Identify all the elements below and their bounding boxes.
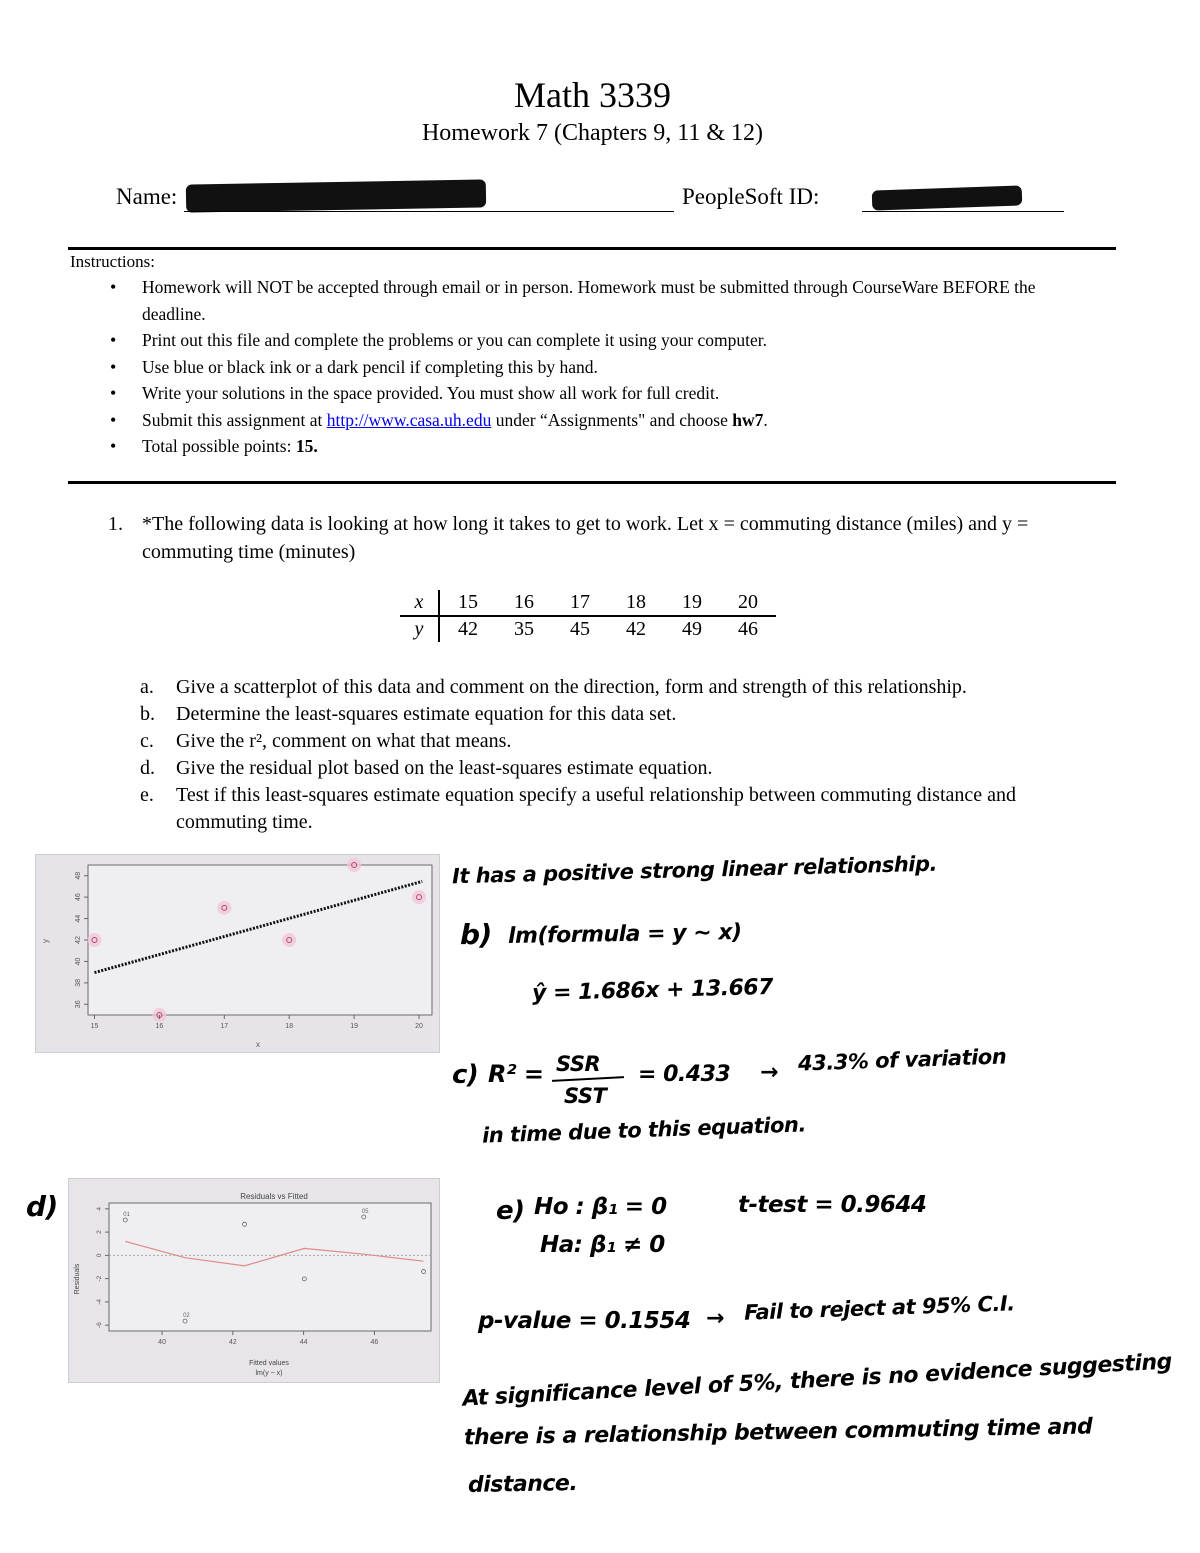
top-rule bbox=[68, 247, 1116, 250]
scatterplot-chart bbox=[36, 855, 439, 1052]
points-value: 15. bbox=[295, 436, 318, 456]
y-tick-label: 2 bbox=[96, 1230, 103, 1234]
x-tick-label: 40 bbox=[158, 1339, 166, 1346]
arrow-icon: → bbox=[706, 1306, 724, 1331]
residual-title: Residuals vs Fitted bbox=[240, 1192, 308, 1201]
id-redaction bbox=[872, 185, 1023, 210]
submit-prefix: Submit this assignment at bbox=[142, 409, 327, 430]
page-title: Math 3339 bbox=[514, 75, 671, 115]
point-highlight bbox=[412, 890, 426, 904]
instruction-item: • Write your solutions in the space provided. You must show all work for full credit. bbox=[106, 380, 1066, 407]
plot-frame bbox=[109, 1203, 431, 1331]
conclusion-line-2: there is a relationship between commuting time and bbox=[463, 1414, 1093, 1451]
name-underline bbox=[184, 211, 674, 212]
conclusion-line-1: At significance level of 5%, there is no evidence suggesting bbox=[461, 1349, 1173, 1412]
submit-hw: hw7 bbox=[732, 409, 764, 430]
instructions-heading: Instructions: bbox=[70, 252, 155, 271]
x-tick-label: 44 bbox=[299, 1339, 308, 1346]
answer-e-ttest: t-test = 0.9644 bbox=[738, 1192, 927, 1218]
mid-rule bbox=[68, 481, 1116, 484]
answer-e-decision: Fail to reject at 95% C.I. bbox=[743, 1291, 1016, 1325]
answer-e-label: e) bbox=[496, 1196, 525, 1226]
id-label: PeopleSoft ID: bbox=[682, 184, 820, 209]
table-cell: 42 bbox=[458, 618, 478, 640]
part-label: c. bbox=[140, 730, 154, 752]
part-label: d. bbox=[140, 757, 155, 779]
part-item bbox=[140, 728, 1110, 755]
table-y-label: y bbox=[400, 616, 439, 642]
answer-c-denominator: SST bbox=[564, 1084, 607, 1108]
instruction-item-submit bbox=[106, 407, 1066, 434]
answer-e-pvalue: p-value = 0.1554 bbox=[478, 1308, 691, 1334]
table-cell: 46 bbox=[738, 618, 758, 640]
y-tick-label: 44 bbox=[75, 914, 82, 923]
table-cell: 45 bbox=[570, 618, 590, 640]
y-tick-label: -2 bbox=[96, 1275, 103, 1282]
y-tick-label: 0 bbox=[96, 1253, 103, 1258]
table-x-label: x bbox=[400, 590, 439, 616]
answer-b-equation: ŷ = 1.686x + 13.667 bbox=[531, 974, 774, 1007]
instruction-item: • Print out this file and complete the problems or you can complete it using your computer. bbox=[106, 327, 1066, 354]
part-label: b. bbox=[140, 703, 155, 725]
answer-d-label: d) bbox=[26, 1190, 58, 1223]
x-tick-label: 17 bbox=[220, 1023, 229, 1030]
x-tick-label: 18 bbox=[285, 1023, 294, 1030]
answer-c-tail: 43.3% of variation bbox=[797, 1044, 1007, 1076]
answer-c-r2: R² = bbox=[488, 1060, 544, 1088]
y-tick-label: 40 bbox=[75, 957, 82, 966]
name-redaction bbox=[186, 179, 486, 212]
x-tick-label: 20 bbox=[415, 1023, 423, 1030]
point-highlight bbox=[347, 858, 361, 872]
table-cell: 15 bbox=[439, 590, 496, 616]
x-tick-label: 19 bbox=[350, 1023, 359, 1030]
instructions-list bbox=[106, 274, 1066, 460]
y-tick-label: 48 bbox=[75, 871, 82, 880]
id-underline bbox=[862, 211, 1064, 212]
name-label: Name: bbox=[116, 184, 178, 209]
answer-c-label: c) bbox=[452, 1060, 479, 1090]
instruction-item-points bbox=[106, 433, 1066, 460]
y-tick-label: 4 bbox=[96, 1207, 103, 1211]
plot-frame bbox=[88, 865, 432, 1015]
table-cell: 49 bbox=[682, 618, 702, 640]
submit-suffix: . bbox=[763, 409, 768, 430]
submit-middle: under “Assignments" and choose bbox=[491, 409, 733, 430]
y-tick-label: 42 bbox=[75, 936, 82, 944]
points-prefix: Total possible points: bbox=[142, 436, 296, 456]
answer-e-ha: Ha: β₁ ≠ 0 bbox=[540, 1232, 665, 1258]
point-label: 01 bbox=[123, 1211, 130, 1218]
part-item bbox=[140, 701, 1110, 728]
question-text: *The following data is looking at how long it takes to get to work. Let x = commuting distance (miles) and y = commuting time (minutes) bbox=[142, 513, 1029, 563]
x-tick-label: 15 bbox=[90, 1023, 99, 1030]
part-text: Determine the least-squares estimate equation for this data set. bbox=[176, 703, 677, 725]
part-text: Give the r², comment on what that means. bbox=[176, 730, 512, 752]
answer-c-line2: in time due to this equation. bbox=[481, 1112, 807, 1148]
answer-b-code: lm(formula = y ~ x) bbox=[507, 919, 742, 950]
part-label: a. bbox=[140, 676, 154, 698]
answer-a: It has a positive strong linear relationship. bbox=[451, 851, 938, 889]
page-subtitle: Homework 7 (Chapters 9, 11 & 12) bbox=[421, 120, 764, 146]
part-text: Give a scatterplot of this data and comment on the direction, form and strength of this relationship. bbox=[176, 676, 967, 698]
table-cell: 18 bbox=[608, 590, 664, 616]
arrow-icon: → bbox=[760, 1060, 778, 1085]
answer-c-value: = 0.433 bbox=[638, 1062, 731, 1087]
scatterplot-photo bbox=[35, 854, 440, 1053]
x-axis-sublabel: lm(y ~ x) bbox=[255, 1370, 283, 1377]
point-highlight bbox=[217, 901, 231, 915]
answer-e-h0: Ho : β₁ = 0 bbox=[534, 1194, 667, 1220]
y-tick-label: 46 bbox=[75, 893, 82, 902]
x-axis-label: Fitted values bbox=[249, 1360, 289, 1367]
part-text: Test if this least-squares estimate equation specify a useful relationship between commuting distance and commuting time. bbox=[176, 784, 1017, 833]
part-item bbox=[140, 755, 1110, 782]
point-highlight bbox=[282, 933, 296, 947]
table-cell: 19 bbox=[664, 590, 720, 616]
question-number: 1. bbox=[108, 513, 123, 535]
casa-link[interactable]: http://www.casa.uh.edu bbox=[326, 409, 492, 430]
part-item bbox=[140, 674, 1110, 701]
answer-c-numerator: SSR bbox=[556, 1052, 601, 1076]
part-label: e. bbox=[140, 784, 154, 806]
y-tick-label: -6 bbox=[96, 1322, 103, 1329]
fraction-bar bbox=[552, 1076, 624, 1082]
x-tick-label: 42 bbox=[228, 1339, 237, 1346]
table-cell: 20 bbox=[720, 590, 776, 616]
point-label: 05 bbox=[361, 1208, 369, 1215]
x-tick-label: 16 bbox=[155, 1023, 164, 1030]
x-tick-label: 46 bbox=[370, 1339, 379, 1346]
x-axis-label: x bbox=[256, 1040, 260, 1049]
table-cell: 17 bbox=[552, 590, 608, 616]
y-axis-label: Residuals bbox=[74, 1263, 81, 1295]
y-tick-label: 36 bbox=[75, 1000, 82, 1009]
question-parts bbox=[140, 674, 1110, 836]
part-item bbox=[140, 782, 1110, 836]
y-tick-label: -4 bbox=[96, 1299, 103, 1305]
point-highlight bbox=[87, 933, 101, 947]
y-axis-label: y bbox=[41, 939, 50, 943]
part-text: Give the residual plot based on the least-squares estimate equation. bbox=[176, 757, 713, 779]
table-cell: 16 bbox=[496, 590, 552, 616]
instruction-item: • Use blue or black ink or a dark pencil if completing this by hand. bbox=[106, 354, 1066, 381]
table-cell: 42 bbox=[626, 618, 646, 640]
conclusion-line-3: distance. bbox=[467, 1471, 578, 1498]
point-label: 02 bbox=[183, 1313, 190, 1320]
answer-b-label: b) bbox=[460, 918, 492, 951]
residual-chart bbox=[69, 1179, 439, 1382]
instruction-item: • Homework will NOT be accepted through email or in person. Homework must be submitted through CourseWare BEFORE the deadline. bbox=[106, 274, 1066, 327]
data-table bbox=[400, 590, 776, 642]
residual-plot-photo bbox=[68, 1178, 440, 1383]
y-tick-label: 38 bbox=[75, 978, 83, 987]
table-cell: 35 bbox=[514, 618, 534, 640]
